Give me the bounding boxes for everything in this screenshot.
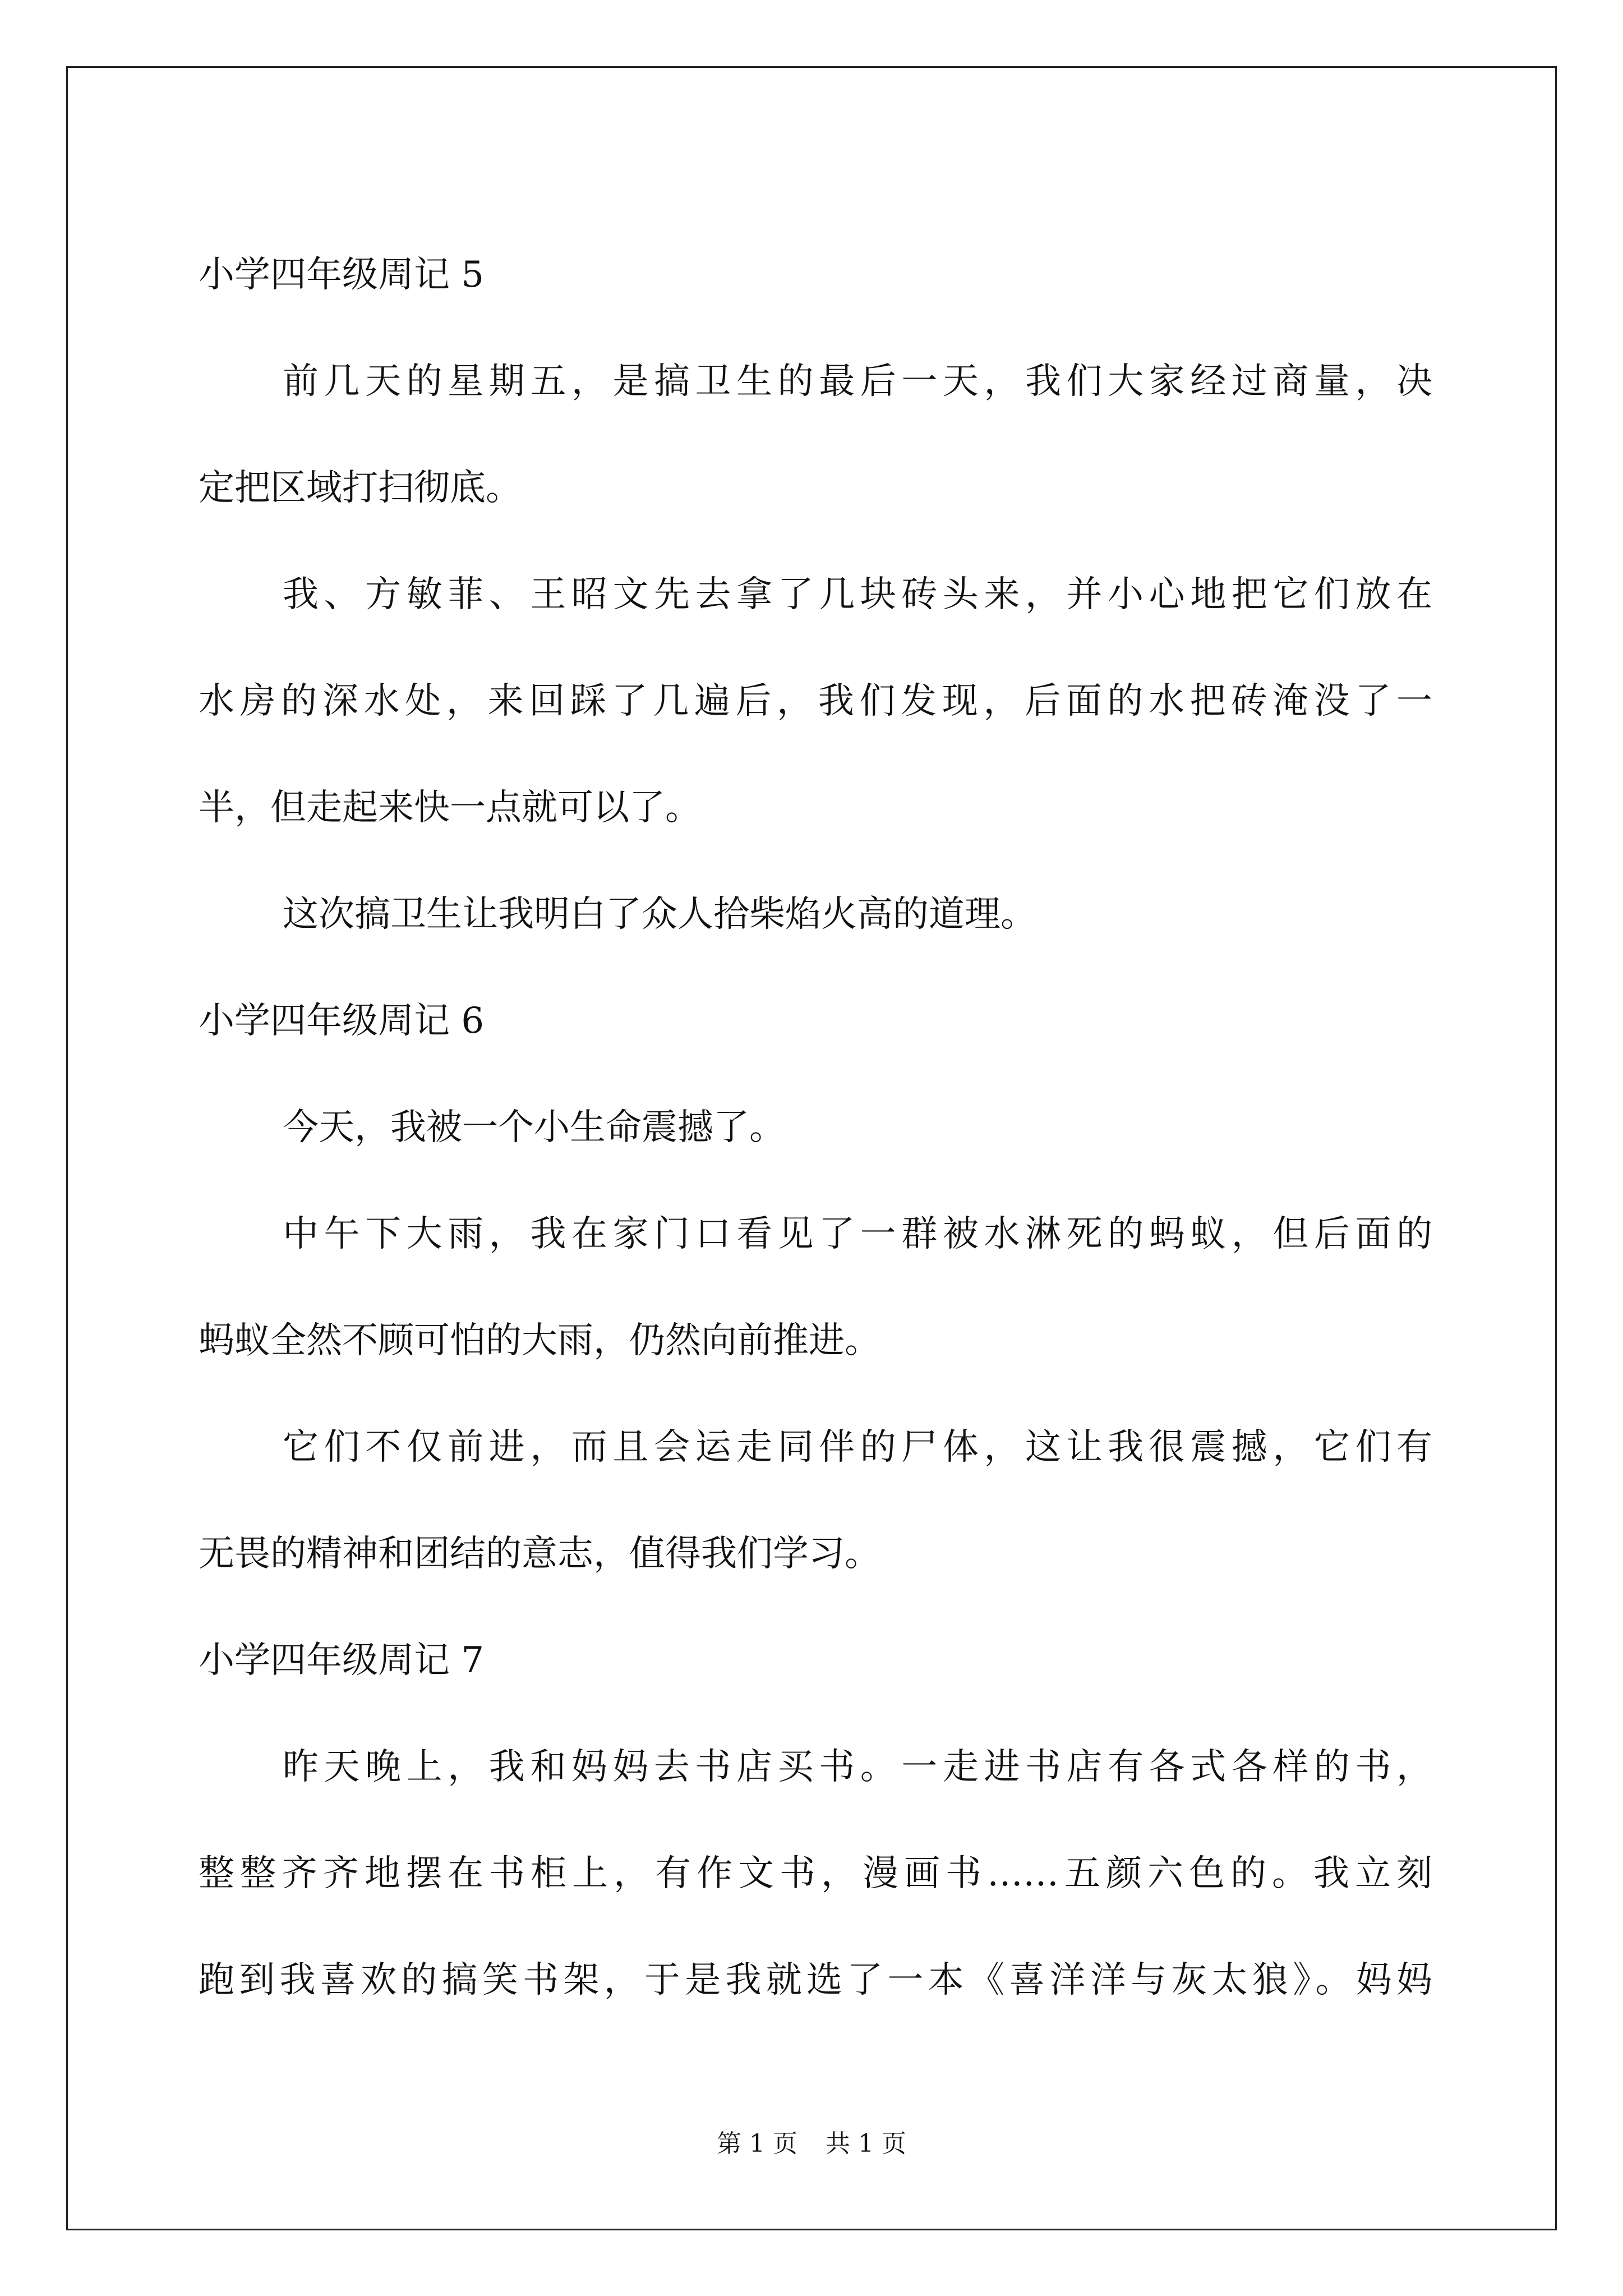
paragraph-line: 它们不仅前进，而且会运走同伴的尸体，这让我很震撼，它们有	[283, 1427, 1432, 1468]
heading-weekly-5: 小学四年级周记 5	[199, 254, 485, 296]
document-body	[199, 222, 1432, 2033]
paragraph-line: 蚂蚁全然不顾可怕的大雨，仍然向前推进。	[199, 1320, 880, 1361]
paragraph-line: 这次搞卫生让我明白了众人拾柴焰火高的道理。	[283, 894, 1036, 935]
paragraph-line: 半，但走起来快一点就可以了。	[199, 787, 701, 829]
paragraph-line: 水房的深水处，来回踩了几遍后，我们发现，后面的水把砖淹没了一	[199, 680, 1432, 722]
page-footer	[0, 2127, 1623, 2161]
paragraph-line: 昨天晚上，我和妈妈去书店买书。一走进书店有各式各样的书，	[283, 1746, 1432, 1788]
paragraph-line: 整整齐齐地摆在书柜上，有作文书，漫画书……五颜六色的。我立刻	[199, 1853, 1432, 1894]
paragraph-line: 中午下大雨，我在家门口看见了一群被水淋死的蚂蚁，但后面的	[283, 1213, 1432, 1255]
heading-weekly-7: 小学四年级周记 7	[199, 1640, 485, 1681]
page-total: 共 1 页	[826, 2129, 906, 2158]
paragraph-line: 定把区域打扫彻底。	[199, 467, 522, 509]
page-number: 第 1 页	[717, 2129, 797, 2158]
heading-weekly-6: 小学四年级周记 6	[199, 1000, 485, 1042]
paragraph-line: 我、方敏菲、王昭文先去拿了几块砖头来，并小心地把它们放在	[283, 574, 1432, 615]
paragraph-line: 今天，我被一个小生命震撼了。	[283, 1107, 785, 1148]
paragraph-line: 无畏的精神和团结的意志，值得我们学习。	[199, 1533, 880, 1575]
paragraph-line: 跑到我喜欢的搞笑书架，于是我就选了一本《喜洋洋与灰太狼》。妈妈	[199, 1959, 1432, 2001]
paragraph-line: 前几天的星期五，是搞卫生的最后一天，我们大家经过商量，决	[283, 361, 1432, 402]
